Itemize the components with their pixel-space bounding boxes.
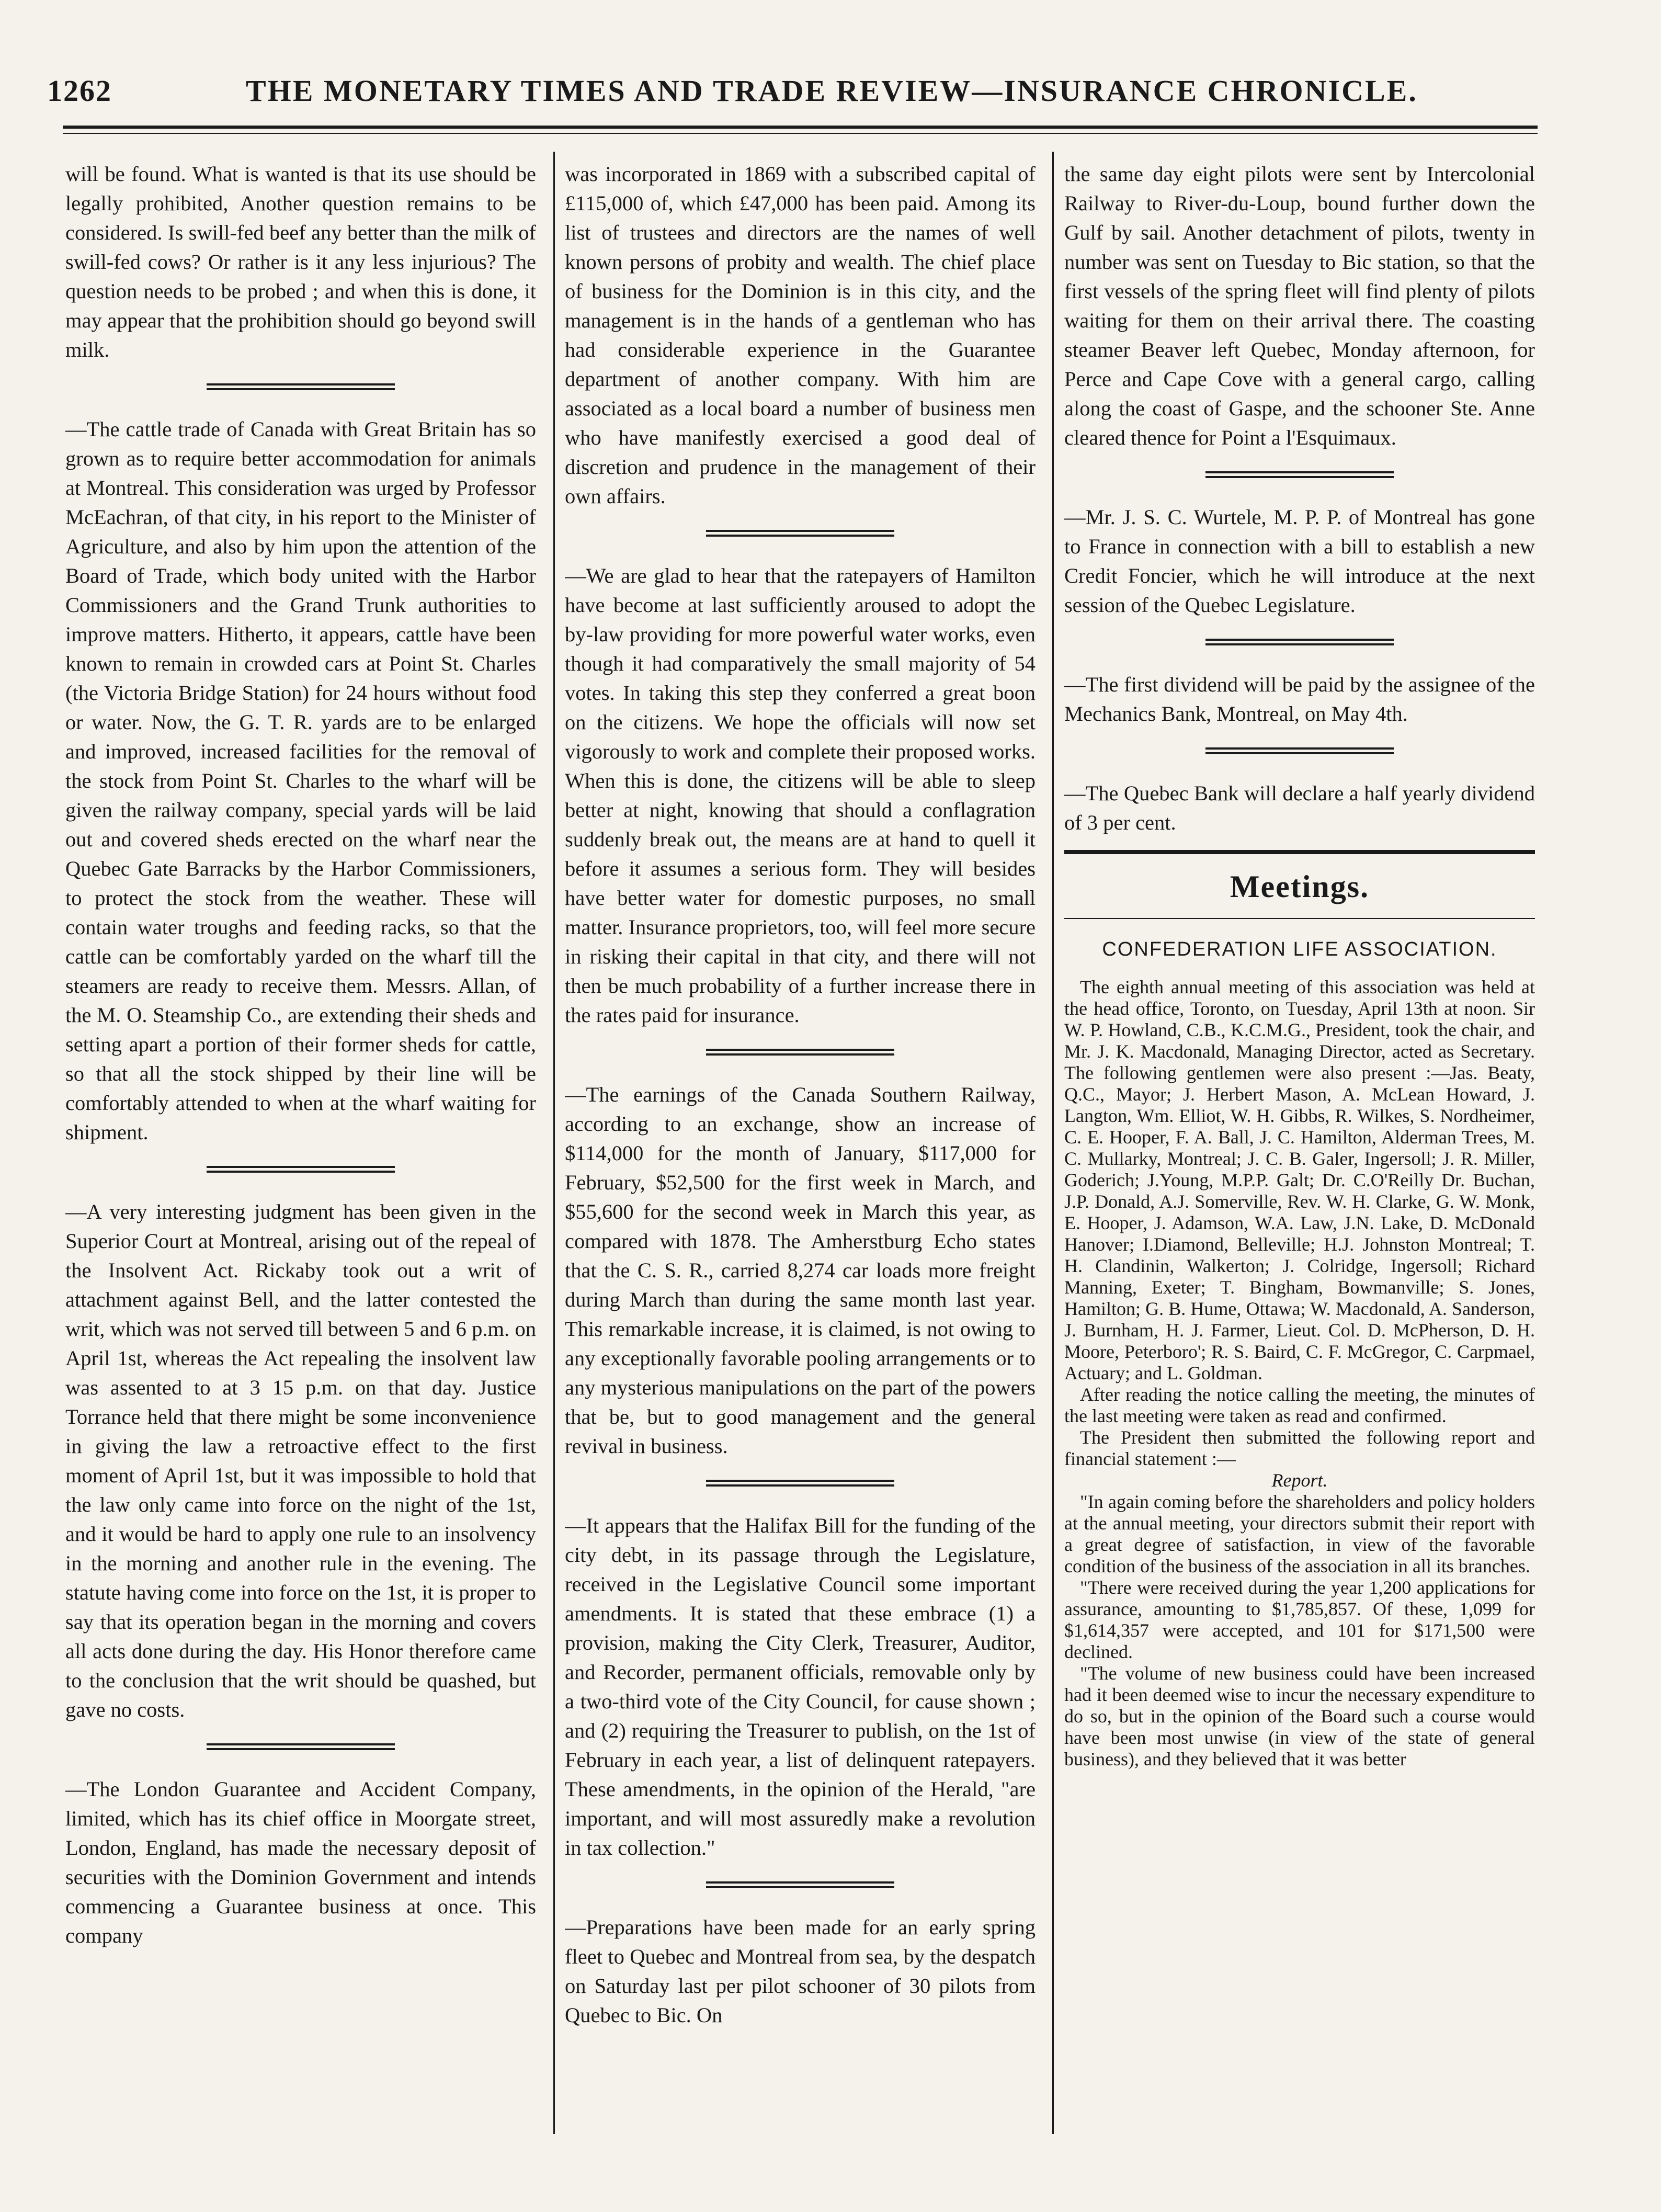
meeting-paragraph: After reading the notice calling the meeting, the minutes of the last meeting were taken as read and confirmed. (1064, 1384, 1535, 1426)
section-rule (1064, 850, 1535, 854)
section-separator (1205, 747, 1394, 756)
article-paragraph: —Preparations have been made for an early spring fleet to Quebec and Montreal from sea, by the despatch on Saturday last per pilot schooner of 30 pilots from Quebec to Bic. On (565, 1915, 1036, 2027)
page-number: 1262 (47, 74, 112, 108)
header-rule (63, 126, 1538, 129)
column-divider (553, 152, 555, 2134)
section-separator (1205, 471, 1394, 480)
page-header (47, 73, 1522, 115)
section-separator (706, 530, 894, 538)
column-divider (1052, 152, 1054, 2134)
section-separator (706, 1049, 894, 1057)
meeting-paragraph: The President then submitted the following report and financial statement :— (1064, 1427, 1535, 1469)
article-paragraph: —The earnings of the Canada Southern Railway, according to an exchange, show an increase of $114,000 for the month of January, $117,000 for February, $52,500 for the first week in March, and $55,600 for the second week in March this year, as compared with 1878. The Amherstburg Echo states that the C. S. R., carried 8,274 car loads more freight during March than during the same month last year. This remarkable increase, it is claimed, is not owing to any exceptionally favorable pooling arrangements or to any mysterious manipulations on the part of the powers that be, but to good management and the general revival in business. (565, 1083, 1036, 1458)
section-separator (706, 1881, 894, 1890)
meetings-heading: Meetings. (1230, 869, 1370, 904)
column-1 (65, 160, 536, 2131)
article-paragraph: the same day eight pilots were sent by Intercolonial Railway to River-du-Loup, bound further down the Gulf by sail. Another detachment of pilots, twenty in number was sent on Tuesday to Bic station, so that the first vessels of the spring fleet will find plenty of pilots waiting for them on their arrival there. The coasting steamer Beaver left Quebec, Monday afternoon, for Perce and Cape Cove with a general cargo, calling along the coast of Gaspe, and the schooner Ste. Anne cleared thence for Point a l'Esquimaux. (1064, 162, 1535, 449)
article-paragraph: —A very interesting judgment has been given in the Superior Court at Montreal, arising out of the repeal of the Insolvent Act. Rickaby took out a writ of attachment against Bell, and the latter contested the writ, which was not served till between 5 and 6 p.m. on April 1st, whereas the Act repealing the insolvent law was assented to at 3 15 p.m. on that day. Justice Torrance held that there might be some inconvenience in giving the law a retroactive effect to the first moment of April 1st, but it was impossible to hold that the law only came into force on the night of the 1st, and it would be hard to apply one rule to an insolvency in the morning and another rule in the evening. The statute having come into force on the 1st, it is proper to say that its operation began in the morning and covers all acts done during the day. His Honor therefore came to the conclusion that the writ should be quashed, but gave no costs. (65, 1200, 536, 1721)
article-paragraph: was incorporated in 1869 with a subscribed capital of £115,000 of, which £47,000 has been paid. Among its list of trustees and directors are the names of well known persons of probity and wealth. The chief place of business for the Dominion is in this city, and the management is in the hands of a gentleman who has had considerable experience in the Guarantee department of another company. With him are associated as a local board a number of business men who have manifestly exercised a good deal of discretion and prudence in the management of their own affairs. (565, 162, 1036, 508)
meeting-paragraph: The eighth annual meeting of this association was held at the head office, Toronto, on Tuesday, April 13th at noon. Sir W. P. Howland, C.B., K.C.M.G., President, took the chair, and Mr. J. K. Macdonald, Managing Director, acted as Secretary. The following gentlemen were also present :—Jas. Beaty, Q.C., Mayor; J. Herbert Mason, A. McLean Howard, J. Langton, Wm. Elliot, W. H. Gibbs, R. Wilkes, S. Nordheimer, C. E. Hooper, F. A. Ball, J. C. Hamilton, Alderman Trees, M. C. Mullarky, Montreal; J. C. B. Galer, Ingersoll; J. R. Miller, Goderich; J.Young, M.P.P. Galt; Dr. C.O'Reilly Dr. Buchan, J.P. Donald, A.J. Somerville, Rev. W. H. Clarke, G. W. Monk, E. Hooper, J. Adamson, W.A. Law, J.N. Lake, D. McDonald Hanover; I.Diamond, Belleville; H.J. Johnston Montreal; T. H. Clandinin, Walkerton; J. Colridge, Ingersoll; Richard Manning, Exeter; T. Bingham, Bowmanville; S. Jones, Hamilton; G. B. Hume, Ottawa; W. Macdonald, A. Sanderson, J. Burnham, H. J. Farmer, Lieut. Col. D. McPherson, D. H. Moore, Peterboro'; R. S. Baird, C. F. McGregor, C. Carpmael, Actuary; and L. Goldman. (1064, 977, 1535, 1383)
association-heading: CONFEDERATION LIFE ASSOCIATION. (1102, 938, 1497, 960)
meeting-paragraph: "There were received during the year 1,200 applications for assurance, amounting to $1,785,857. Of these, 1,099 for $1,614,357 were accepted, and 101 for $171,500 were declined. (1064, 1577, 1535, 1662)
article-paragraph: —Mr. J. S. C. Wurtele, M. P. P. of Montreal has gone to France in connection with a bill to establish a new Credit Foncier, which he will introduce at the next session of the Quebec Legislature. (1064, 505, 1535, 617)
meeting-paragraph: "The volume of new business could have been increased had it been deemed wise to incur the necessary expenditure to do so, but in the opinion of the Board such a course would have been most unwise (in view of the state of general business), and they believed that it was better (1064, 1663, 1535, 1769)
article-paragraph: —We are glad to hear that the ratepayers of Hamilton have become at last sufficiently aroused to adopt the by-law providing for more powerful water works, even though it had comparatively the small majority of 54 votes. In taking this step they conferred a great boon on the citizens. We hope the officials will now set vigorously to work and complete their proposed works. When this is done, the citizens will be able to sleep better at night, knowing that should a conflagration suddenly break out, the means are at hand to quell it before it assumes a serious form. They will besides have better water for domestic purposes, no small matter. Insurance proprietors, too, will feel more secure in risking their capital in that city, and there will not then be much probability of a further increase there in the rates paid for insurance. (565, 564, 1036, 1027)
column-3 (1064, 160, 1535, 2131)
running-title: THE MONETARY TIMES AND TRADE REVIEW—INSURANCE CHRONICLE. (246, 74, 1418, 108)
section-separator (207, 1743, 395, 1752)
section-rule (1064, 918, 1535, 919)
article-paragraph: —The Quebec Bank will declare a half yearly dividend of 3 per cent. (1064, 781, 1535, 834)
column-2 (565, 160, 1036, 2131)
meeting-paragraph: "In again coming before the shareholders and policy holders at the annual meeting, your directors submit their report with a great degree of satisfaction, in view of the favorable condition of the business of the association in all its branches. (1064, 1491, 1535, 1576)
article-paragraph: —It appears that the Halifax Bill for the funding of the city debt, in its passage through the Legislature, received in the Legislative Council some important amendments. It is stated that these embrace (1) a provision, making the City Clerk, Treasurer, Auditor, and Recorder, permanent officials, removable only by a two-third vote of the City Council, for cause shown ; and (2) requiring the Treasurer to publish, on the 1st of February in each year, a list of delinquent ratepayers. These amendments, in the opinion of the Herald, "are important, and will most assuredly make a revolution in tax collection." (565, 1514, 1036, 1859)
section-separator (207, 383, 395, 392)
section-separator (1205, 639, 1394, 647)
header-rule-thin (63, 133, 1538, 134)
report-heading: Report. (1271, 1470, 1328, 1491)
article-paragraph: —The London Guarantee and Accident Company, limited, which has its chief office in Moorgate street, London, England, has made the necessary deposit of securities with the Dominion Government and intends commencing a Guarantee business at once. This company (65, 1777, 536, 1947)
article-paragraph: —The cattle trade of Canada with Great Britain has so grown as to require better accommodation for animals at Montreal. This consideration was urged by Professor McEachran, of that city, in his report to the Minister of Agriculture, and also by him upon the attention of the Board of Trade, which body united with the Harbor Commissioners and the Grand Trunk authorities to improve matters. Hitherto, it appears, cattle have been known to remain in crowded cars at Point St. Charles (the Victoria Bridge Station) for 24 hours without food or water. Now, the G. T. R. yards are to be enlarged and improved, increased facilities for the removal of the stock from Point St. Charles to the wharf will be given the railway company, special yards will be laid out and covered sheds erected on the wharf near the Quebec Gate Barracks by the Harbor Commissioners, to protect the stock from the weather. These will contain water troughs and feeding racks, so that the cattle can be comfortably yarded on the wharf till the steamers are ready to receive them. Messrs. Allan, of the M. O. Steamship Co., are extending their sheds and setting apart a portion of their former sheds for cattle, so that all the stock shipped by their line will be comfortably attended to when at the wharf waiting for shipment. (65, 417, 536, 1144)
article-paragraph: —The first dividend will be paid by the assignee of the Mechanics Bank, Montreal, on May 4th. (1064, 673, 1535, 725)
article-paragraph: will be found. What is wanted is that its use should be legally prohibited, Another question remains to be considered. Is swill-fed beef any better than the milk of swill-fed cows? Or rather is it any less injurious? The question needs to be probed ; and when this is done, it may appear that the prohibition should go beyond swill milk. (65, 162, 536, 361)
section-separator (706, 1480, 894, 1488)
meeting-report (1064, 977, 1535, 1770)
section-separator (207, 1166, 395, 1174)
